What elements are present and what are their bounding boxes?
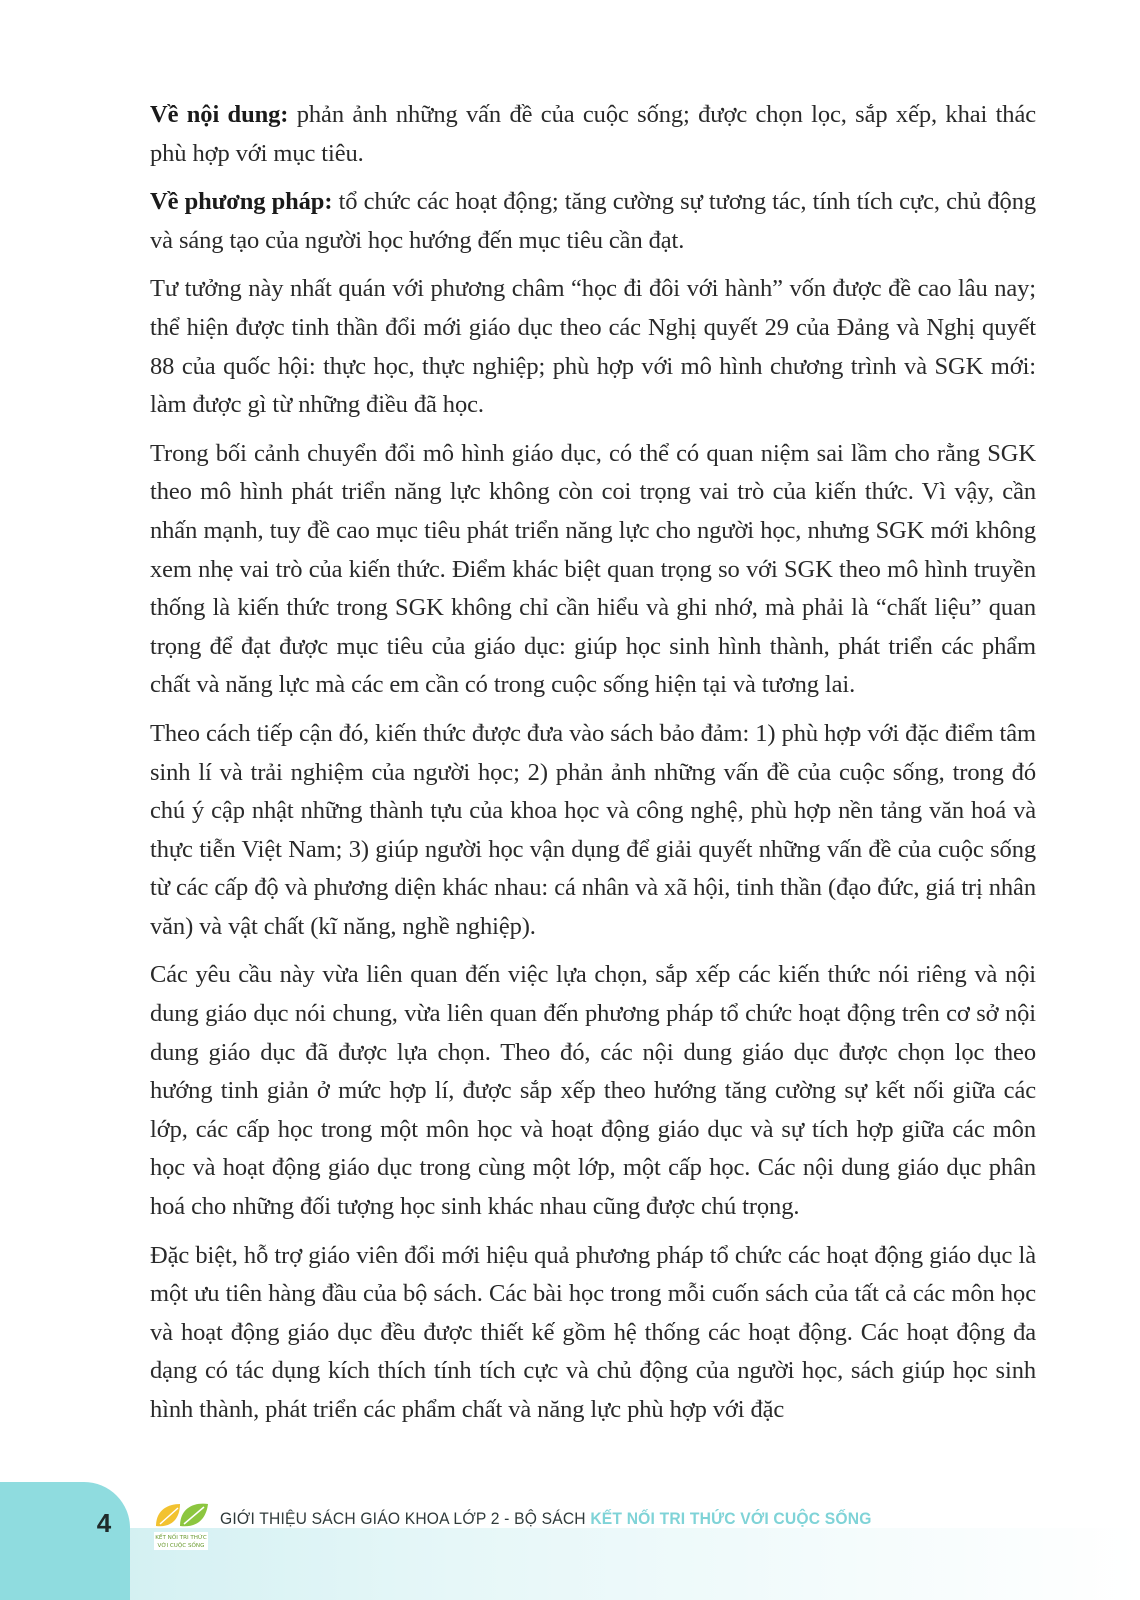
paragraph [150,956,1036,1226]
paragraph-method [150,183,1036,260]
paragraph-text: Các yêu cầu này vừa liên quan đến việc lựa chọn, sắp xếp các kiến thức nói riêng và nội dung giáo dục nói chung, vừa liên quan đến phương pháp tổ chức hoạt động trên cơ sở nội dung giáo dục đã được lựa chọn. Theo đó, các nội dung giáo dục được chọn lọc theo hướng tinh giản ở mức hợp lí, được sắp xếp theo hướng tăng cường sự kết nối giữa các lớp, các cấp học trong một môn học và hoạt động giáo dục và sự tích hợp giữa các môn học và hoạt động giáo dục trong cùng một lớp, một cấp học. Các nội dung giáo dục phân hoá cho những đối tượng học sinh khác nhau cũng được chú trọng. [150,961,1036,1221]
paragraph-text: tổ chức các hoạt động; tăng cường sự tương tác, tính tích cực, chủ động và sáng tạo của người học hướng đến mục tiêu cần đạt. [150,188,1036,254]
paragraph-text: Theo cách tiếp cận đó, kiến thức được đưa vào sách bảo đảm: 1) phù hợp với đặc điểm tâm sinh lí và trải nghiệm của người học; 2) phản ảnh những vấn đề của cuộc sống, trong đó chú ý cập nhật những thành tựu của khoa học và công nghệ, phù hợp nền tảng văn hoá và thực tiễn Việt Nam; 3) giúp người học vận dụng để giải quyết những vấn đề của cuộc sống từ các cấp độ và phương diện khác nhau: cá nhân và xã hội, tinh thần (đạo đức, giá trị nhân văn) và vật chất (kĩ năng, nghề nghiệp). [150,719,1036,940]
svg-text:VỚI CUỘC SỐNG: VỚI CUỘC SỐNG [157,1543,205,1549]
footer-title-prefix: GIỚI THIỆU SÁCH GIÁO KHOA LỚP 2 - BỘ SÁCH [220,1509,591,1528]
paragraph-text: Đặc biệt, hỗ trợ giáo viên đổi mới hiệu quả phương pháp tổ chức các hoạt động giáo dục là một ưu tiên hàng đầu của bộ sách. Các bài học trong mỗi cuốn sách của tất cả các môn học và hoạt động giáo dục đều được thiết kế gồm hệ thống các hoạt động. Các hoạt động đa dạng có tác dụng kích thích tính tích cực và chủ động của người học, sách giúp học sinh hình thành, phát triển các phẩm chất và năng lực phù hợp với đặc [150,1241,1036,1423]
leaf-logo-icon [150,1496,212,1554]
paragraph [150,270,1036,424]
paragraph-text: Trong bối cảnh chuyển đổi mô hình giáo dục, có thể có quan niệm sai lầm cho rằng SGK theo mô hình phát triển năng lực không còn coi trọng vai trò của kiến thức. Vì vậy, cần nhấn mạnh, tuy đề cao mục tiêu phát triển năng lực cho người học, nhưng SGK mới không xem nhẹ vai trò của kiến thức. Điểm khác biệt quan trọng so với SGK theo mô hình truyền thống là kiến thức trong SGK không chỉ cần hiểu và ghi nhớ, mà phải là “chất liệu” quan trọng để đạt được mục tiêu của giáo dục: giúp học sinh hình thành, phát triển các phẩm chất và năng lực mà các em cần có trong cuộc sống hiện tại và tương lai. [150,439,1036,699]
heading-inline: Về nội dung: [150,101,289,128]
svg-text:KẾT NỐI TRI THỨC: KẾT NỐI TRI THỨC [155,1535,207,1541]
paragraph [150,435,1036,705]
paragraph-text: phản ảnh những vấn đề của cuộc sống; được chọn lọc, sắp xếp, khai thác phù hợp với mục tiêu. [150,101,1037,167]
paragraph [150,715,1036,947]
page-number: 4 [96,1508,112,1538]
paragraph-content [150,96,1036,173]
page-tab [0,1482,130,1600]
paragraph-text: Tư tưởng này nhất quán với phương châm “học đi đôi với hành” vốn được đề cao lâu nay; thể hiện được tinh thần đổi mới giáo dục theo các Nghị quyết 29 của Đảng và Nghị quyết 88 của quốc hội: thực học, thực nghiệp; phù hợp với mô hình chương trình và SGK mới: làm được gì từ những điều đã học. [150,275,1036,419]
footer-title-accent: KẾT NỐI TRI THỨC VỚI CUỘC SỐNG [590,1509,872,1528]
heading-inline: Về phương pháp: [150,188,333,216]
body-text [150,96,1036,1440]
footer-title [220,1509,872,1529]
publisher-logo [150,1496,212,1554]
paragraph [150,1237,1036,1430]
